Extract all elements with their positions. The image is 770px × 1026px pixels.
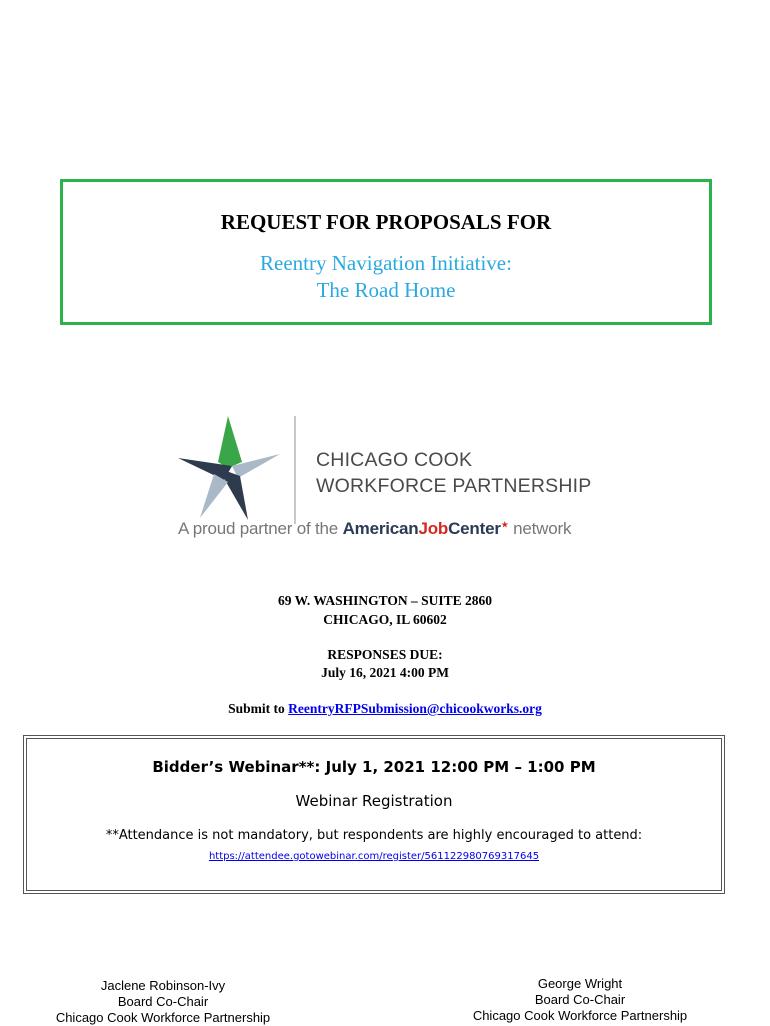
signatory-2 <box>455 976 705 1024</box>
signatory-name: Jaclene Robinson-Ivy <box>100 978 226 993</box>
partnership-logo <box>110 368 660 590</box>
signatory-org: Chicago Cook Workforce Partnership <box>55 1010 271 1025</box>
webinar-link[interactable]: https://attendee.gotowebinar.com/register/561122980769317645 <box>208 851 540 862</box>
signatory-role: Board Co-Chair <box>117 994 209 1009</box>
rfp-subtitle <box>63 250 709 304</box>
tagline-job: Job <box>418 519 449 538</box>
submit-line <box>0 701 770 717</box>
attendance-note: **Attendance is not mandatory, but respondents are highly encouraged to attend: <box>105 828 643 843</box>
subtitle-line-1: Reentry Navigation Initiative: <box>260 251 512 275</box>
logo-tagline <box>178 519 571 539</box>
signatory-1 <box>38 978 288 1026</box>
responses-due-date: July 16, 2021 4:00 PM <box>321 665 449 680</box>
rfp-title: REQUEST FOR PROPOSALS FOR <box>220 210 552 234</box>
star-mark-icon: ★ <box>500 519 509 530</box>
tagline-american: American <box>342 519 419 538</box>
webinar-title: Bidder’s Webinar**: July 1, 2021 12:00 PM – 1:00 PM <box>152 758 596 776</box>
signatory-role: Board Co-Chair <box>534 992 626 1007</box>
webinar-registration: Webinar Registration <box>295 792 453 810</box>
webinar-box <box>23 735 725 894</box>
address-line-2: CHICAGO, IL 60602 <box>323 612 447 627</box>
subtitle-line-2: The Road Home <box>316 278 456 302</box>
submission-email-link[interactable]: ReentryRFPSubmission@chicookworks.org <box>288 701 542 716</box>
address-line-1: 69 W. WASHINGTON – SUITE 2860 <box>277 593 493 608</box>
tagline-center: Center <box>448 519 501 538</box>
tagline-prefix: A proud partner of the <box>178 519 343 538</box>
tagline-suffix: network <box>508 519 572 538</box>
logo-divider <box>294 416 296 524</box>
org-name-line-1: CHICAGO COOK <box>316 449 473 471</box>
title-box <box>60 179 712 325</box>
signatory-name: George Wright <box>537 976 623 991</box>
signatory-org: Chicago Cook Workforce Partnership <box>472 1008 688 1023</box>
submit-prefix: Submit to <box>228 701 289 716</box>
org-name-line-2: WORKFORCE PARTNERSHIP <box>316 475 592 497</box>
star-logo-icon <box>178 416 282 520</box>
responses-due-label: RESPONSES DUE: <box>327 647 443 662</box>
